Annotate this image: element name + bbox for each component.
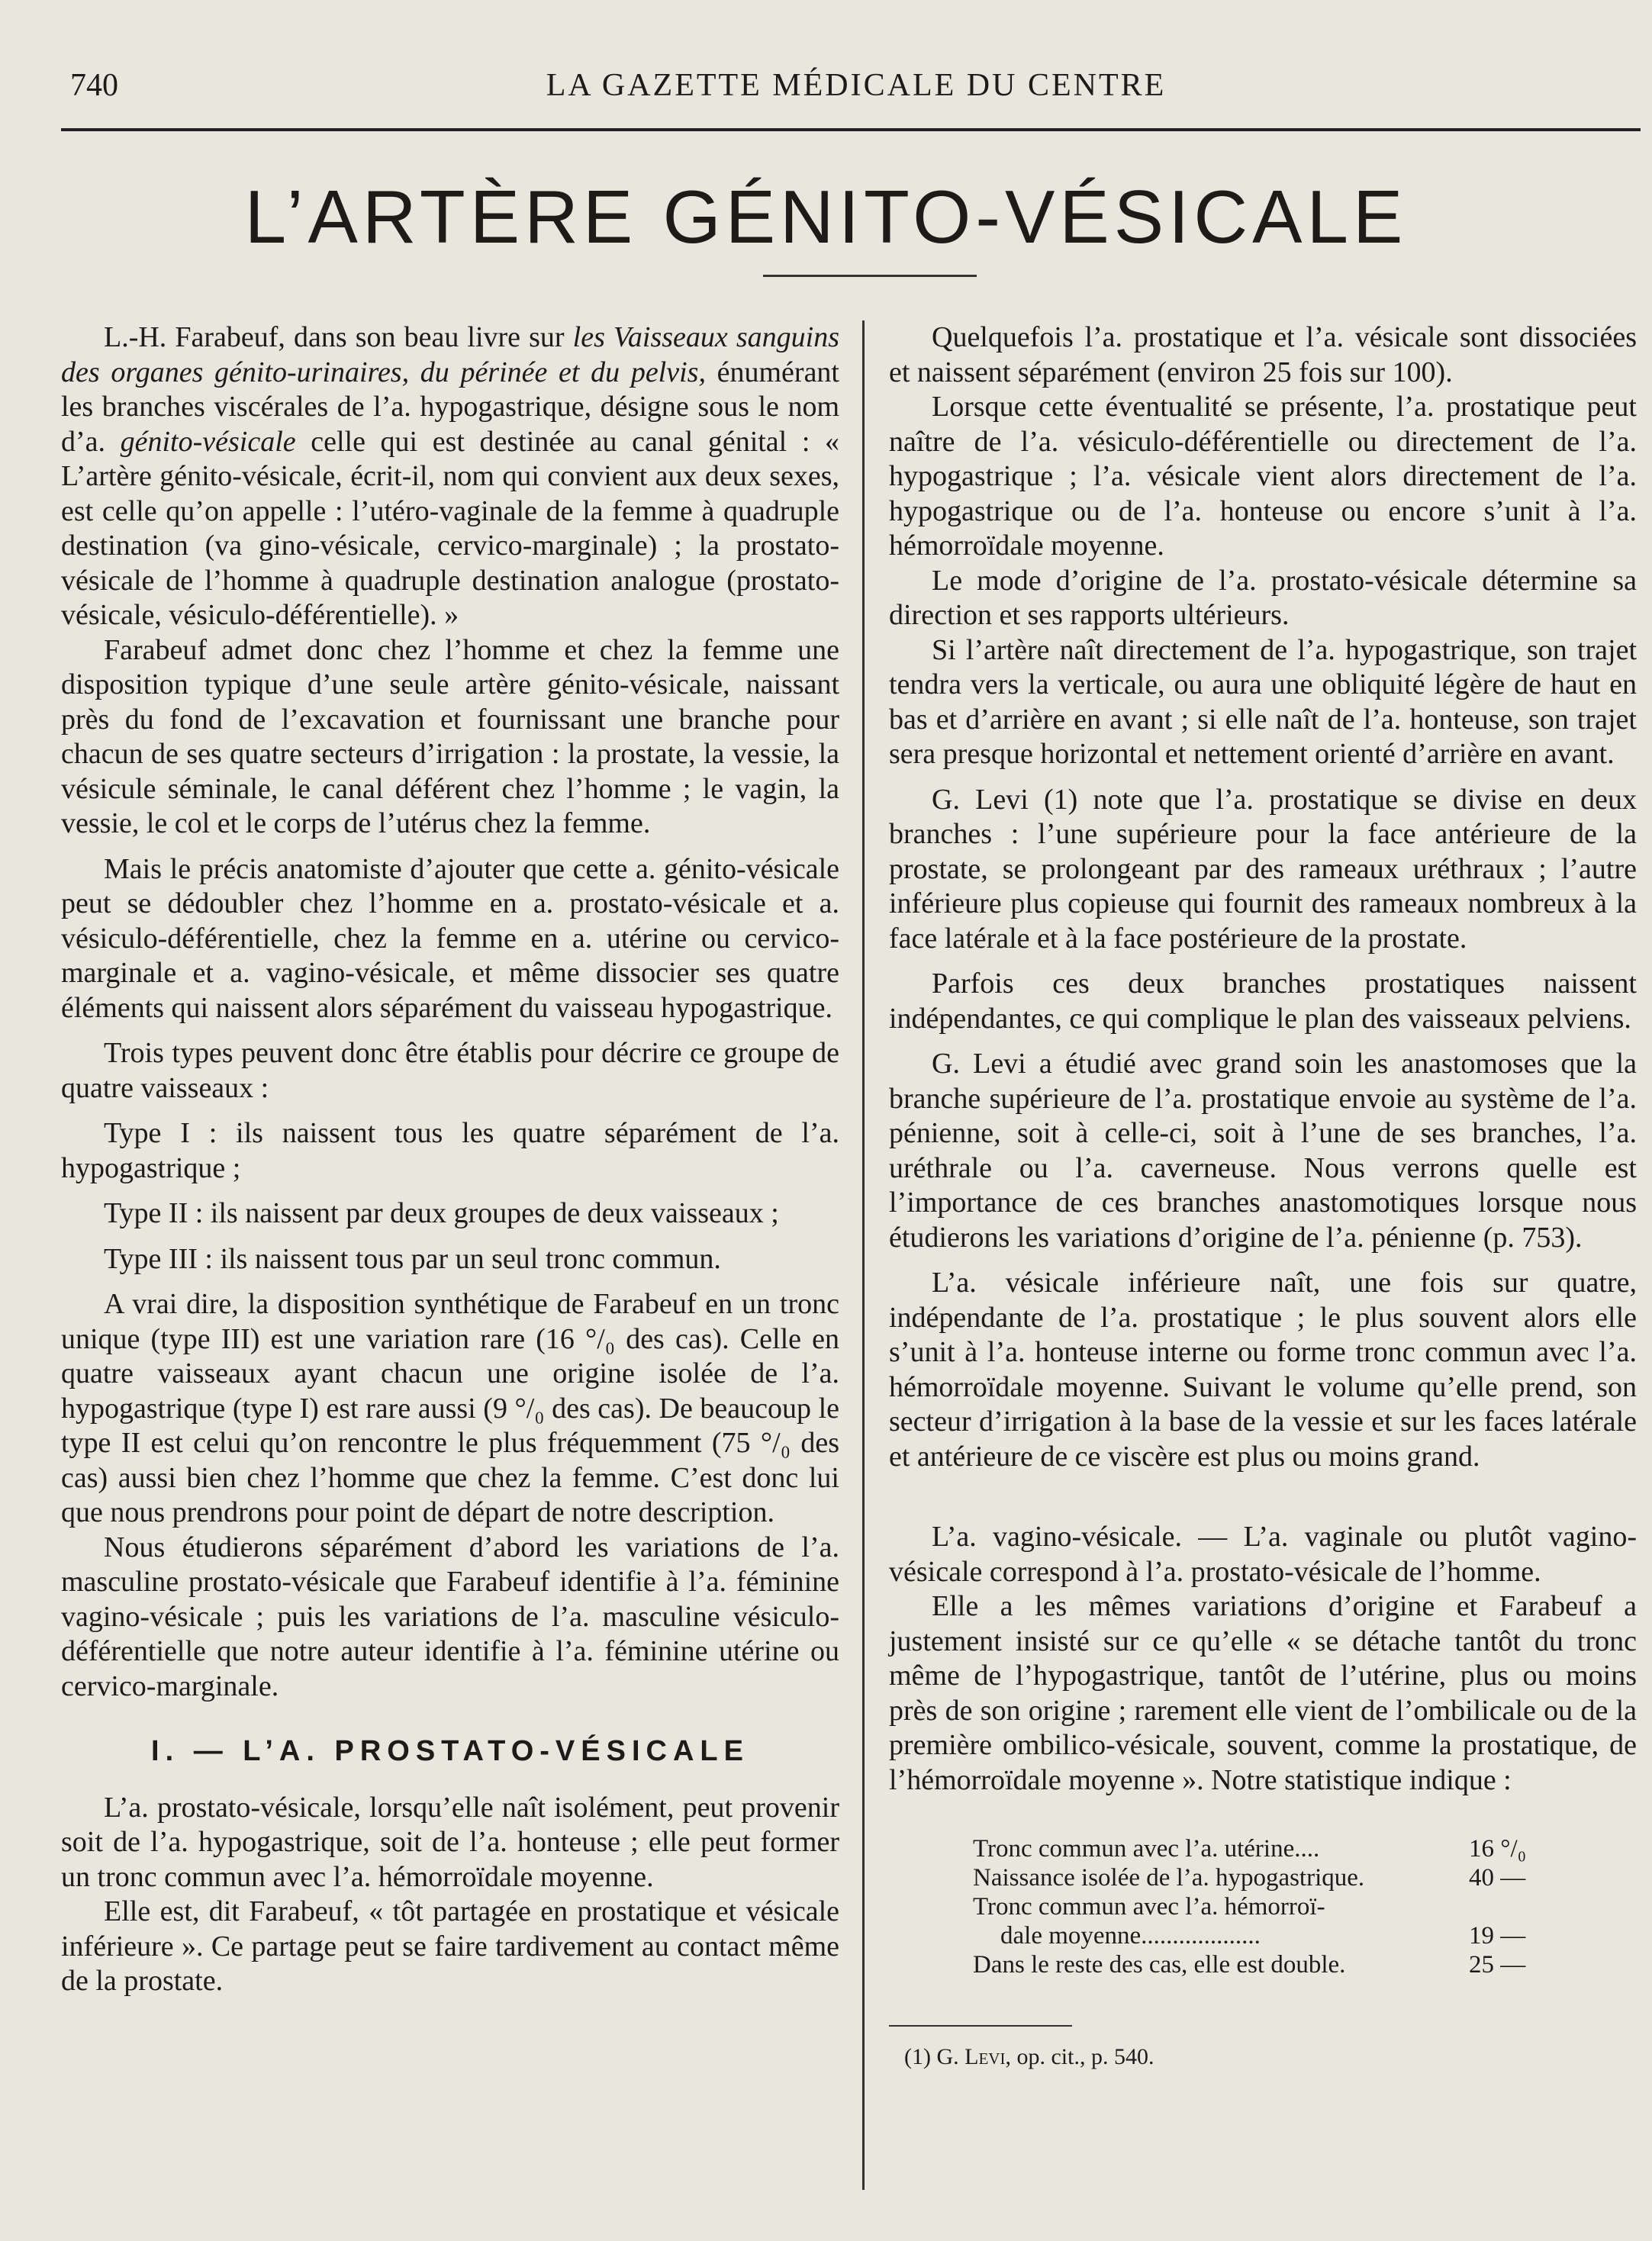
title-rule <box>763 275 977 277</box>
paragraph: Parfois ces deux branches prostatiques naissent indépendantes, ce qui complique le plan des vaisseaux pelviens. <box>889 968 1637 1035</box>
paragraph: Elle a les mêmes variations d’origine et Farabeuf a justement insisté sur ce qu’elle « se détache tantôt du tronc même de l’hypogastrique, tantôt de l’utérine, plus ou moins près de son origine ; rarement elle vient de l’ombilicale ou de la première ombilico-vésicale, souvent, comme la prostatique, de l’hémorroïdale moyenne ». Notre statistique indique : <box>889 1590 1637 1796</box>
stat-value: 19 — <box>1469 1922 1526 1950</box>
paragraph: Le mode d’origine de l’a. prostato-vésicale détermine sa direction et ses rapports ultérieurs. <box>889 564 1637 631</box>
paragraph: L’a. vagino-vésicale. — L’a. vaginale ou plutôt vagino-vésicale correspond à l’a. prostato-vésicale de l’homme. <box>889 1521 1637 1588</box>
paragraph: Si l’artère naît directement de l’a. hypogastrique, son trajet tendra vers la verticale, ou aura une obliquité légère de haut en bas et d’arrière en avant ; si elle naît de l’a. honteuse, son trajet sera presque horizontal et nettement orienté d’arrière en avant. <box>889 633 1637 770</box>
paragraph: Mais le précis anatomiste d’ajouter que cette a. génito-vésicale peut se dédoubler chez l’homme en a. prostato-vésicale et a. vésiculo-déférentielle, chez la femme en a. utérine ou cervico-marginale et a. vagino-vésicale, et même dissocier ses quatre éléments qui naissent alors séparément du vaisseau hypogastrique. <box>61 852 839 1024</box>
paragraph: L’a. prostato-vésicale, lorsqu’elle naît isolément, peut provenir soit de l’a. hypogastrique, soit de l’a. honteuse ; elle peut former un tronc commun avec l’a. hémorroïdale moyenne. <box>61 1791 839 1893</box>
section-heading: I. — L’A. PROSTATO-VÉSICALE <box>151 1735 749 1767</box>
stat-label: Tronc commun avec l’a. utérine.... <box>973 1835 1320 1863</box>
journal-title: LA GAZETTE MÉDICALE DU CENTRE <box>546 68 1167 103</box>
type-item: Type III : ils naissent tous par un seul tronc commun. <box>104 1242 721 1275</box>
stat-row <box>973 1950 1553 1979</box>
paragraph: L’a. vésicale inférieure naît, une fois sur quatre, indépendante de l’a. prostatique ; le plus souvent alors elle s’unit à l’a. honteuse interne ou forme tronc commun avec l’a. hémorroïdale moyenne. Suivant le volume qu’elle prend, son secteur d’irrigation à la base de la vessie et sur les faces latérale et antérieure de ce viscère est plus ou moins grand. <box>889 1267 1637 1473</box>
paragraph: Trois types peuvent donc être établis pour décrire ce groupe de quatre vaisseaux : <box>61 1037 839 1104</box>
footnote-author: G. Levi <box>936 2044 1006 2069</box>
paragraph: Lorsque cette éventualité se présente, l’a. prostatique peut naître de l’a. vésiculo-déférentielle ou directement de l’a. hypogastrique ; l’a. vésicale vient alors directement de l’a. hypogastrique ou de l’a. honteuse ou encore s’unit à l’a. hémorroïdale moyenne. <box>889 391 1637 562</box>
stat-label: Dans le reste des cas, elle est double. <box>973 1951 1346 1979</box>
stat-row <box>973 1863 1553 1892</box>
paragraph: A vrai dire, la disposition synthétique de Farabeuf en un tronc unique (type III) est une variation rare (16 °/₀ des cas). Celle en quatre vaisseaux ayant chacun une origine isolée de l’a. hypogastrique (type I) est rare aussi (9 °/₀ des cas). De beaucoup le type II est celui qu’on rencontre le plus fréquemment (75 °/₀ des cas) aussi bien chez l’homme que chez la femme. C’est donc lui que nous prendrons pour point de départ de notre description. <box>61 1288 839 1528</box>
text-run: celle qui est destinée au canal génital : « L’artère génito-vésicale, écrit-il, nom qui convient aux deux sexes, est celle qu’on appelle : l’utéro-vaginale de la femme à quadruple destination (va gino-vésicale, cervico-marginale) ; la prostato-vésicale de l’homme à quadruple destination analogue (prostato-vésicale, vésiculo-déférentielle). » <box>61 425 839 631</box>
column-divider <box>862 320 865 2190</box>
footnote-citation: , op. cit., p. 540. <box>1005 2044 1154 2069</box>
paragraph: Quelquefois l’a. prostatique et l’a. vésicale sont dissociées et naissent séparément (environ 25 fois sur 100). <box>889 321 1637 388</box>
footnote-number: (1) <box>904 2044 937 2069</box>
text-run: L.-H. Farabeuf, dans son beau livre sur <box>104 321 573 353</box>
statistics-table <box>973 1834 1637 1979</box>
stat-value: 16 °/₀ <box>1469 1835 1527 1863</box>
left-column <box>61 320 839 1999</box>
stat-row <box>973 1921 1553 1950</box>
type-item: Type II : ils naissent par deux groupes de deux vaisseaux ; <box>104 1197 779 1229</box>
running-header <box>70 67 1642 121</box>
paragraph <box>61 320 839 633</box>
text-run: énumérant les branches viscérales de l’a. hypogastrique, désigne sous le nom d’a. <box>61 356 839 458</box>
stat-row <box>973 1892 1553 1921</box>
footnote-rule <box>889 2025 1072 2027</box>
book-title: les Vaisseaux sanguins des organes génito-urinaires, du périnée et du pelvis, <box>61 321 840 388</box>
term-italic: génito-vésicale <box>120 425 296 458</box>
type-item: Type I : ils naissent tous les quatre séparément de l’a. hypogastrique ; <box>61 1117 839 1184</box>
paragraph: Farabeuf admet donc chez l’homme et chez la femme une disposition typique d’une seule artère génito-vésicale, naissant près du fond de l’excavation et fournissant une branche pour chacun de ses quatre secteurs d’irrigation : la prostate, la vessie, la vésicule séminale, le canal déférent chez l’homme ; le vagin, la vessie, le col et le corps de l’utérus chez la femme. <box>61 633 839 839</box>
paragraph: G. Levi (1) note que l’a. prostatique se divise en deux branches : l’une supérieure pour la face antérieure de la prostate, se prolongeant par des rameaux uréthraux ; l’autre inférieure plus copieuse qui fournit des rameaux nombreux à la face latérale et à la face postérieure de la prostate. <box>889 783 1637 955</box>
stat-row <box>973 1834 1553 1863</box>
right-column <box>889 320 1637 2071</box>
paragraph: G. Levi a étudié avec grand soin les anastomoses que la branche supérieure de l’a. prostatique envoie au système de l’a. pénienne, soit à celle-ci, soit à l’une de ses branches, l’a. uréthrale ou l’a. caverneuse. Nous verrons quelle est l’importance de ces branches anastomotiques lorsque nous étudierons les variations d’origine de l’a. pénienne (p. 753). <box>889 1048 1637 1254</box>
page-number: 740 <box>70 68 118 103</box>
stat-label: Naissance isolée de l’a. hypogastrique. <box>973 1864 1365 1892</box>
stat-value: 25 — <box>1469 1951 1526 1979</box>
article-title: L’ARTÈRE GÉNITO-VÉSICALE <box>244 175 1408 259</box>
paragraph: Elle est, dit Farabeuf, « tôt partagée en prostatique et vésicale inférieure ». Ce partage peut se faire tardivement au contact même de la prostate. <box>61 1895 839 1997</box>
stat-label: dale moyenne................... <box>1000 1922 1261 1950</box>
stat-value: 40 — <box>1469 1864 1526 1892</box>
header-rule <box>61 128 1641 131</box>
stat-label: Tronc commun avec l’a. hémorroï- <box>973 1893 1325 1921</box>
stat-value <box>1458 1892 1553 1921</box>
footnote <box>889 2043 1637 2071</box>
paragraph: Nous étudierons séparément d’abord les variations de l’a. masculine prostato-vésicale que Farabeuf identifie à l’a. féminine vagino-vésicale ; puis les variations de l’a. masculine vésiculo-déférentielle que notre auteur identifie à l’a. féminine utérine ou cervico-marginale. <box>61 1531 839 1702</box>
